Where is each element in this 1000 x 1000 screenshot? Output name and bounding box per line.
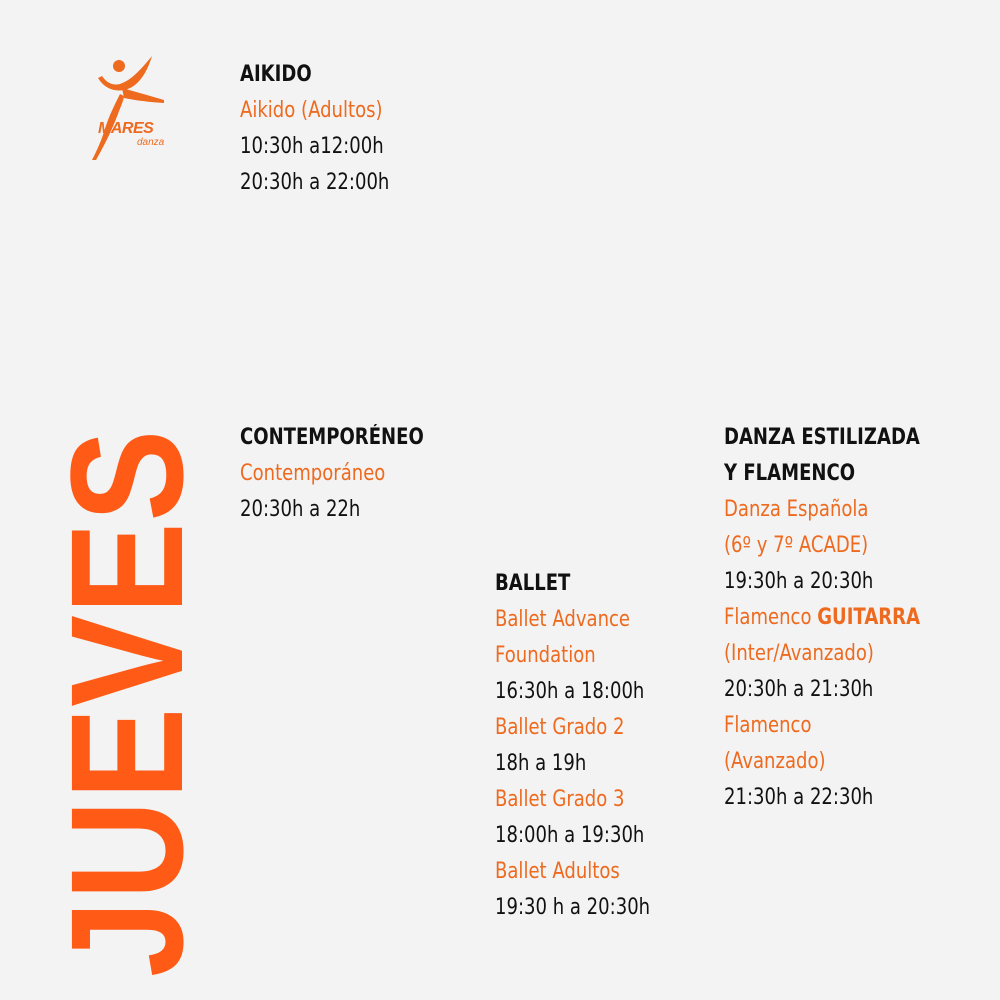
section-title: AIKIDO	[240, 62, 312, 87]
class-name: Foundation	[495, 643, 596, 668]
class-name: Ballet Adultos	[495, 859, 620, 884]
class-time: 16:30h a 18:00h	[495, 679, 645, 704]
class-time: 20:30h a 22h	[240, 497, 361, 522]
class-name: (Avanzado)	[724, 749, 826, 774]
class-time: 20:30h a 22:00h	[240, 170, 390, 195]
class-name: (6º y 7º ACADE)	[724, 533, 869, 558]
class-name: Contemporáneo	[240, 461, 386, 486]
class-time: 19:30 h a 20:30h	[495, 895, 651, 920]
class-time: 21:30h a 22:30h	[724, 785, 874, 810]
class-name: Danza Española	[724, 497, 869, 522]
class-time: 20:30h a 21:30h	[724, 677, 874, 702]
class-name: Ballet Grado 2	[495, 715, 625, 740]
class-time: 10:30h a12:00h	[240, 134, 384, 159]
class-name: Ballet Grado 3	[495, 787, 625, 812]
class-name: Ballet Advance	[495, 607, 631, 632]
class-name: Aikido (Adultos)	[240, 98, 383, 123]
day-label: JUEVES	[37, 428, 216, 978]
class-name: (Inter/Avanzado)	[724, 641, 874, 666]
class-name	[724, 600, 920, 636]
brand-subtitle: danza	[137, 137, 165, 148]
class-name: Flamenco	[724, 713, 812, 738]
class-time: 18:00h a 19:30h	[495, 823, 645, 848]
brand-name: MARES	[98, 120, 154, 137]
class-highlight: GUITARRA	[817, 605, 921, 630]
section-danza-estilizada	[724, 420, 963, 816]
section-title: Y FLAMENCO	[724, 461, 856, 486]
section-title: BALLET	[495, 571, 571, 596]
brand-logo	[84, 52, 174, 164]
class-time: 19:30h a 20:30h	[724, 569, 874, 594]
class-name-prefix: Flamenco	[724, 605, 818, 630]
section-title: DANZA ESTILIZADA	[724, 425, 920, 450]
section-ballet	[495, 566, 684, 926]
section-aikido	[240, 57, 422, 201]
section-contemporaneo	[240, 420, 464, 528]
section-title: CONTEMPORÉNEO	[240, 425, 424, 450]
class-time: 18h a 19h	[495, 751, 587, 776]
